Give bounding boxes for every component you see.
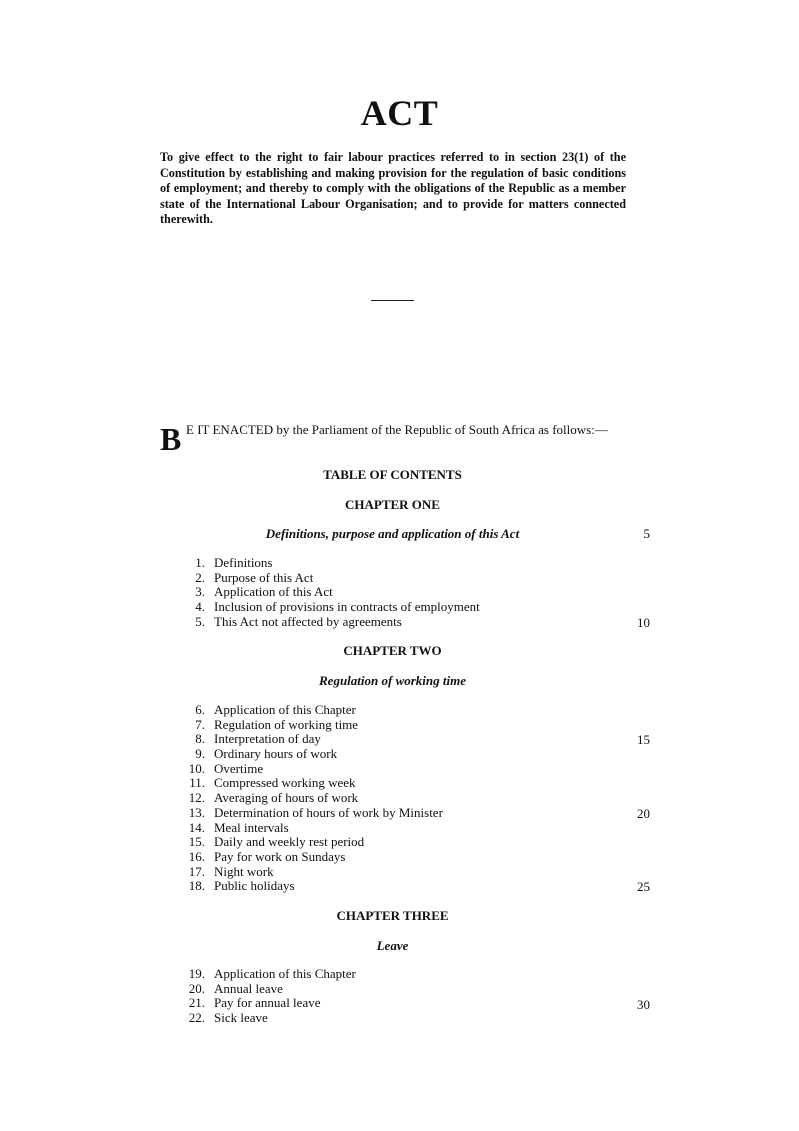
section-number: 12. [188, 790, 205, 806]
section-number: 13. [188, 804, 205, 820]
toc-list [170, 703, 630, 894]
toc-entry [170, 1011, 630, 1026]
section-title: Public holidays [214, 878, 295, 894]
section-title: Application of this Chapter [214, 702, 356, 717]
section-title: Definitions [214, 555, 273, 570]
toc-entry [170, 732, 630, 747]
toc-entry [170, 879, 630, 894]
toc-heading: TABLE OF CONTENTS [323, 467, 462, 482]
section-number: 21. [188, 995, 205, 1011]
toc-list [170, 967, 630, 1026]
section-number: 14. [188, 819, 205, 835]
line-number: 20 [637, 806, 650, 821]
toc-entry [170, 850, 630, 865]
section-title: Meal intervals [214, 819, 289, 835]
toc-entry [170, 615, 630, 630]
section-title: Purpose of this Act [214, 569, 314, 585]
section-number: 4. [195, 599, 205, 615]
section-title: This Act not affected by agreements [214, 613, 402, 629]
section-title: Pay for work on Sundays [214, 848, 346, 864]
line-number: 25 [637, 879, 650, 894]
section-title: Annual leave [214, 980, 283, 996]
section-number: 3. [195, 584, 205, 600]
section-number: 17. [188, 863, 205, 879]
section-title: Overtime [214, 760, 264, 776]
chapter-subtitle: Leave [376, 938, 409, 953]
toc-entry [170, 747, 630, 762]
enacting-clause [160, 421, 626, 457]
toc-entry [170, 762, 630, 777]
section-number: 15. [188, 834, 205, 850]
line-number: 10 [637, 615, 650, 630]
section-number: 11. [189, 775, 205, 791]
section-number: 8. [195, 731, 205, 747]
section-number: 20. [188, 980, 205, 996]
toc-entry [170, 791, 630, 806]
section-number: 2. [195, 569, 205, 585]
act-title: ACT [360, 93, 439, 133]
section-title: Night work [214, 863, 274, 879]
toc-entry [170, 835, 630, 850]
toc-entry [170, 718, 630, 733]
section-title: Pay for annual leave [214, 995, 321, 1011]
toc-entry [170, 996, 630, 1011]
section-title: Regulation of working time [214, 716, 359, 732]
section-number: 10. [188, 760, 205, 776]
section-number: 9. [195, 746, 205, 762]
section-number: 16. [188, 848, 205, 864]
section-number: 6. [195, 702, 205, 717]
section-number: 18. [188, 878, 205, 894]
line-number: 15 [637, 732, 650, 747]
toc-entry [170, 865, 630, 880]
section-title: Interpretation of day [214, 731, 321, 747]
section-title: Application of this Act [214, 584, 333, 600]
toc-entry [170, 967, 630, 982]
section-title: Sick leave [214, 1010, 268, 1026]
section-title: Compressed working week [214, 775, 356, 791]
toc-list [170, 556, 630, 629]
section-number: 7. [195, 716, 205, 732]
line-number: 5 [643, 526, 650, 541]
toc-entry [170, 806, 630, 821]
section-number: 19. [188, 966, 205, 981]
toc-entry [170, 600, 630, 615]
section-title: Determination of hours of work by Minister [214, 804, 443, 820]
section-divider [371, 300, 414, 301]
drop-cap: B [160, 421, 182, 457]
section-number: 5. [195, 613, 205, 629]
toc-entry [170, 556, 630, 571]
section-title: Averaging of hours of work [214, 790, 359, 806]
long-title: To give effect to the right to fair labour practices referred to in section 23(1) of the Constitution by establishing and making provision for the regulation of basic conditions of employment; and thereby to comply with the obligations of the Republic as a member state of the International Labour Organisation; and to provide for matters connected therewith. [160, 150, 626, 227]
section-number: 22. [188, 1010, 205, 1026]
section-title: Ordinary hours of work [214, 746, 338, 762]
chapter-heading: CHAPTER THREE [336, 908, 449, 923]
toc-entry [170, 982, 630, 997]
section-number: 1. [195, 555, 205, 570]
line-number: 30 [637, 997, 650, 1012]
toc-entry [170, 821, 630, 836]
toc-entry [170, 585, 630, 600]
toc-entry [170, 776, 630, 791]
section-title: Inclusion of provisions in contracts of employment [214, 599, 480, 615]
chapter-subtitle: Definitions, purpose and application of this Act [265, 526, 520, 541]
section-title: Daily and weekly rest period [214, 834, 365, 850]
section-title: Application of this Chapter [214, 966, 356, 981]
enacting-text: E IT ENACTED by the Parliament of the Republic of South Africa as follows:— [186, 422, 608, 437]
chapter-heading: CHAPTER ONE [345, 497, 440, 512]
toc-entry [170, 703, 630, 718]
chapter-heading: CHAPTER TWO [343, 643, 442, 658]
toc-entry [170, 571, 630, 586]
chapter-subtitle: Regulation of working time [319, 673, 466, 688]
